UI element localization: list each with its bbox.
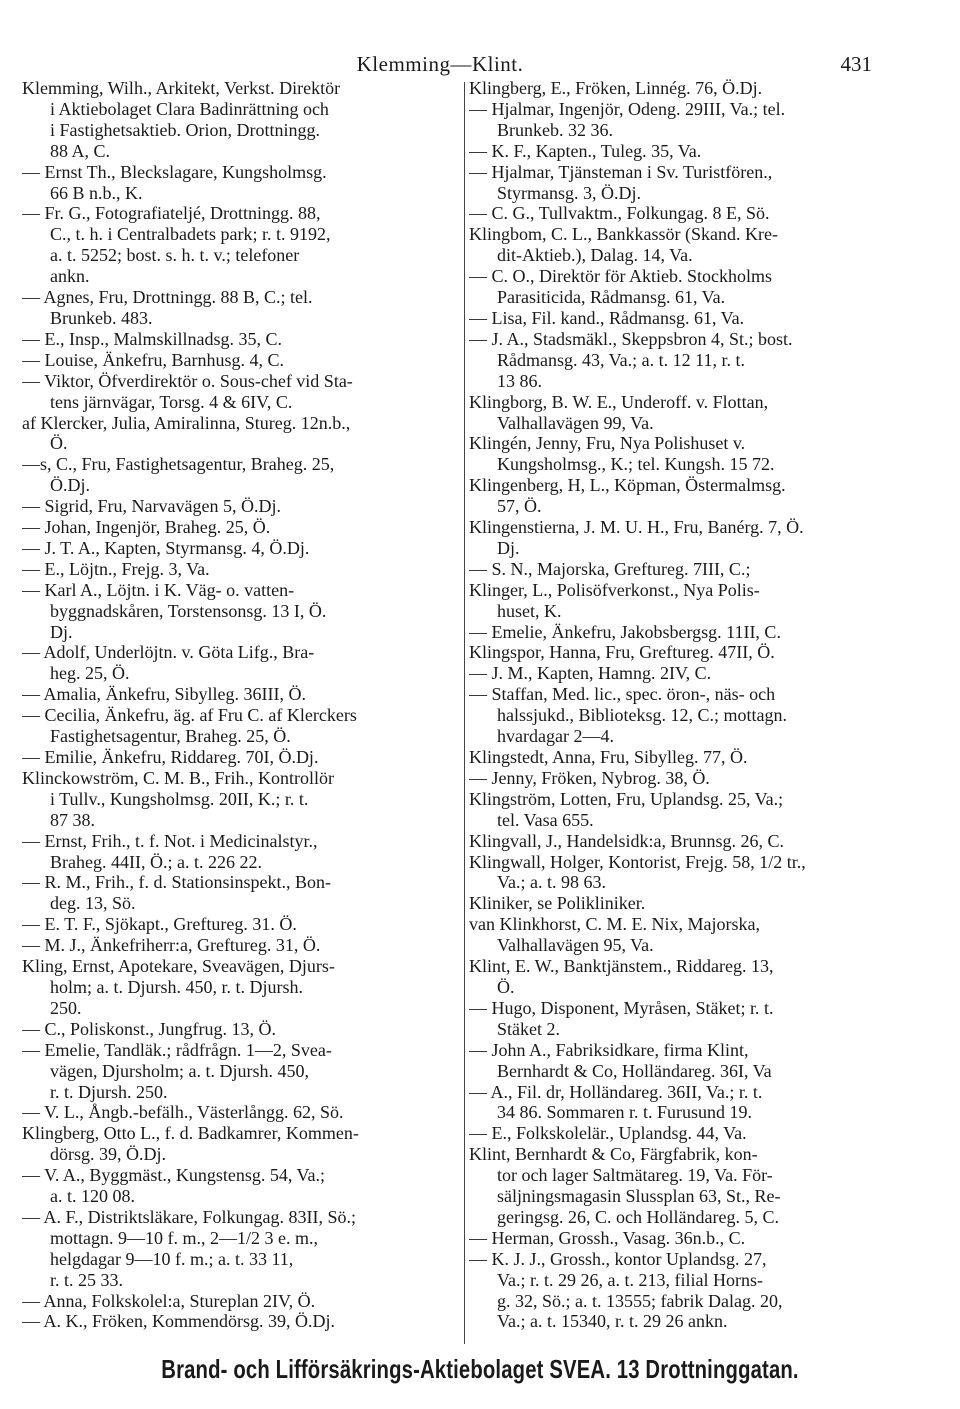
- directory-line: säljningsmagasin Slussplan 63, St., Re-: [497, 1186, 781, 1207]
- directory-line: — Cecilia, Änkefru, äg. af Fru C. af Klerckers: [22, 705, 357, 726]
- directory-line: 57, Ö.: [497, 496, 542, 517]
- directory-line: Klingén, Jenny, Fru, Nya Polishuset v.: [469, 433, 746, 454]
- directory-line: 13 86.: [497, 370, 542, 391]
- directory-line: g. 32, Sö.; a. t. 13555; fabrik Dalag. 20,: [497, 1290, 783, 1311]
- directory-line: Parasiticida, Rådmansg. 61, Va.: [497, 287, 726, 308]
- directory-line: — Staffan, Med. lic., spec. öron-, näs- och: [469, 684, 776, 705]
- directory-line: geringsg. 26, C. och Holländareg. 5, C.: [497, 1206, 779, 1227]
- directory-line: Braheg. 44II, Ö.; a. t. 226 22.: [50, 851, 262, 872]
- directory-line: Klinger, L., Polisöfverkonst., Nya Polis-: [469, 579, 760, 600]
- directory-line: Klemming, Wilh., Arkitekt, Verkst. Direktör: [22, 78, 341, 98]
- directory-line: Rådmansg. 43, Va.; a. t. 12 11, r. t.: [497, 349, 745, 370]
- directory-line: — Emelie, Änkefru, Jakobsbergsg. 11II, C.: [469, 621, 781, 642]
- directory-line: — A., Fil. dr, Holländareg. 36II, Va.; r. t.: [469, 1081, 763, 1102]
- directory-line: 66 B n.b., K.: [50, 182, 143, 203]
- directory-line: Klingspor, Hanna, Fru, Greftureg. 47II, Ö.: [469, 642, 775, 663]
- directory-line: — Ernst, Frih., t. f. Not. i Medicinalstyr.,: [22, 830, 318, 851]
- directory-line: — Hjalmar, Tjänsteman i Sv. Turistfören.,: [469, 161, 773, 182]
- directory-line: — Emilie, Änkefru, Riddareg. 70I, Ö.Dj.: [22, 747, 319, 767]
- directory-line: Kling, Ernst, Apotekare, Sveavägen, Djurs-: [22, 956, 335, 977]
- directory-line: Klingbom, C. L., Bankkassör (Skand. Kre-: [469, 224, 778, 245]
- advertisement-footer: Brand- och Lifförsäkrings-Aktiebolaget SVEA. 13 Drottninggatan.: [161, 1354, 799, 1384]
- directory-line: i Tullv., Kungsholmsg. 20II, K.; r. t.: [50, 788, 309, 809]
- directory-line: a. t. 120 08.: [50, 1186, 135, 1207]
- directory-line: — J. M., Kapten, Hamng. 2IV, C.: [469, 663, 712, 684]
- directory-line: — Karl A., Löjtn. i K. Väg- o. vatten-: [22, 579, 295, 600]
- directory-line: Klingborg, B. W. E., Underoff. v. Flottan,: [469, 391, 769, 412]
- directory-line: Klinckowström, C. M. B., Frih., Kontrollör: [22, 767, 335, 788]
- directory-line: — Hjalmar, Ingenjör, Odeng. 29III, Va.; tel.: [469, 98, 786, 119]
- directory-line: — A. F., Distriktsläkare, Folkungag. 83II, Sö.;: [22, 1206, 357, 1227]
- directory-line: —s, C., Fru, Fastighetsagentur, Braheg. 25,: [22, 454, 335, 475]
- directory-line: — V. L., Ångb.-befälh., Västerlångg. 62, Sö.: [22, 1102, 344, 1123]
- directory-line: 34 86. Sommaren r. t. Furusund 19.: [497, 1102, 752, 1123]
- directory-line: — Emelie, Tandläk.; rådfrågn. 1—2, Svea-: [22, 1039, 332, 1060]
- directory-line: Ö.: [497, 976, 515, 997]
- directory-line: van Klinkhorst, C. M. E. Nix, Majorska,: [469, 914, 760, 935]
- directory-line: — Jenny, Fröken, Nybrog. 38, Ö.: [469, 767, 710, 788]
- page-number: 431: [840, 52, 872, 76]
- directory-line: — Lisa, Fil. kand., Rådmansg. 61, Va.: [469, 307, 745, 328]
- directory-line: — E., Folkskolelär., Uplandsg. 44, Va.: [469, 1123, 747, 1144]
- directory-line: deg. 13, Sö.: [50, 893, 136, 914]
- directory-line: Kungsholmsg., K.; tel. Kungsh. 15 72.: [497, 454, 775, 475]
- directory-line: r. t. 25 33.: [50, 1269, 124, 1290]
- directory-line: dit-Aktieb.), Dalag. 14, Va.: [497, 245, 693, 266]
- directory-line: i Fastighetsaktieb. Orion, Drottningg.: [50, 119, 320, 140]
- directory-line: 88 A, C.: [50, 140, 111, 161]
- directory-line: — V. A., Byggmäst., Kungstensg. 54, Va.;: [22, 1165, 326, 1186]
- directory-line: — Hugo, Disponent, Myråsen, Stäket; r. t.: [469, 997, 774, 1018]
- directory-line: Klint, Bernhardt & Co, Färgfabrik, kon-: [469, 1144, 758, 1165]
- directory-line: — Amalia, Änkefru, Sibylleg. 36III, Ö.: [22, 684, 306, 705]
- directory-line: Dj.: [497, 537, 520, 558]
- directory-line: — J. A., Stadsmäkl., Skeppsbron 4, St.; bost.: [469, 328, 793, 349]
- directory-line: 250.: [50, 997, 82, 1018]
- directory-line: Dj.: [50, 621, 73, 642]
- directory-line: holm; a. t. Djursh. 450, r. t. Djursh.: [50, 976, 303, 997]
- directory-line: — Viktor, Öfverdirektör o. Sous-chef vid Sta-: [22, 370, 353, 391]
- directory-line: Styrmansg. 3, Ö.Dj.: [497, 182, 641, 203]
- directory-line: Va.; r. t. 29 26, a. t. 213, filial Horns-: [497, 1269, 763, 1290]
- directory-line: — C., Poliskonst., Jungfrug. 13, Ö.: [22, 1018, 277, 1039]
- directory-line: huset, K.: [497, 600, 562, 621]
- directory-line: — John A., Fabriksidkare, firma Klint,: [469, 1039, 749, 1060]
- directory-line: Valhallavägen 99, Va.: [497, 412, 654, 433]
- directory-line: Fastighetsagentur, Braheg. 25, Ö.: [50, 726, 291, 747]
- directory-line: Stäket 2.: [497, 1018, 560, 1039]
- directory-line: — E., Insp., Malmskillnadsg. 35, C.: [22, 328, 282, 349]
- directory-line: — A. K., Fröken, Kommendörsg. 39, Ö.Dj.: [22, 1311, 335, 1332]
- directory-line: Klint, E. W., Banktjänstem., Riddareg. 13,: [469, 956, 774, 977]
- directory-line: dörsg. 39, Ö.Dj.: [50, 1144, 166, 1165]
- directory-line: — C. O., Direktör för Aktieb. Stockholms: [469, 266, 772, 287]
- directory-line: — E., Löjtn., Frejg. 3, Va.: [22, 558, 210, 579]
- directory-line: Klingberg, E., Fröken, Linnég. 76, Ö.Dj.: [469, 78, 763, 98]
- directory-line: Klingberg, Otto L., f. d. Badkamrer, Kommen-: [22, 1123, 359, 1144]
- directory-line: — K. F., Kapten., Tuleg. 35, Va.: [469, 140, 702, 161]
- directory-line: — M. J., Änkefriherr:a, Greftureg. 31, Ö.: [22, 935, 321, 956]
- right-column: [469, 78, 917, 1332]
- directory-line: Va.; a. t. 98 63.: [497, 872, 606, 893]
- directory-line: — E. T. F., Sjökapt., Greftureg. 31. Ö.: [22, 914, 297, 935]
- directory-line: Valhallavägen 95, Va.: [497, 935, 654, 956]
- directory-line: Va.; a. t. 15340, r. t. 29 26 ankn.: [497, 1311, 728, 1332]
- directory-line: Bernhardt & Co, Holländareg. 36I, Va: [497, 1060, 772, 1081]
- directory-line: — Agnes, Fru, Drottningg. 88 B, C.; tel.: [22, 287, 313, 308]
- directory-line: — R. M., Frih., f. d. Stationsinspekt., Bon-: [22, 872, 332, 893]
- directory-line: byggnadskåren, Torstensonsg. 13 I, Ö.: [50, 600, 327, 621]
- left-column: [22, 78, 462, 1332]
- directory-line: r. t. Djursh. 250.: [50, 1081, 168, 1102]
- directory-line: — Fr. G., Fotografiatelјé, Drottningg. 88,: [22, 203, 321, 224]
- directory-line: — K. J. J., Grossh., kontor Uplandsg. 27,: [469, 1248, 767, 1269]
- directory-line: — Herman, Grossh., Vasag. 36n.b., C.: [469, 1227, 746, 1248]
- directory-line: Klingvall, J., Handelsidk:a, Brunnsg. 26, C.: [469, 830, 784, 851]
- directory-line: af Klercker, Julia, Amiralinna, Stureg. 12n.b.,: [22, 412, 351, 433]
- directory-line: Klingström, Lotten, Fru, Uplandsg. 25, Va.;: [469, 788, 784, 809]
- directory-line: halssjukd., Biblioteksg. 12, C.; mottagn.: [497, 705, 788, 726]
- directory-line: Klingenstierna, J. M. U. H., Fru, Banérg. 7, Ö.: [469, 517, 804, 538]
- directory-line: tor och lager Saltmätareg. 19, Va. För-: [497, 1165, 773, 1186]
- directory-line: Klingstedt, Anna, Fru, Sibylleg. 77, Ö.: [469, 747, 748, 767]
- directory-line: — Johan, Ingenjör, Braheg. 25, Ö.: [22, 517, 271, 538]
- directory-line: — Louise, Änkefru, Barnhusg. 4, C.: [22, 349, 284, 370]
- directory-line: vägen, Djursholm; a. t. Djursh. 450,: [50, 1060, 309, 1081]
- directory-line: — S. N., Majorska, Greftureg. 7III, C.;: [469, 558, 751, 579]
- directory-line: — Adolf, Underlöjtn. v. Göta Lifg., Bra-: [22, 642, 315, 663]
- directory-line: — Anna, Folkskolel:a, Stureplan 2IV, Ö.: [22, 1290, 316, 1311]
- directory-line: Brunkeb. 32 36.: [497, 119, 613, 140]
- directory-line: — Ernst Th., Bleckslagare, Kungsholmsg.: [22, 161, 327, 182]
- directory-line: mottagn. 9—10 f. m., 2—1/2 3 e. m.,: [50, 1227, 318, 1248]
- directory-line: 87 38.: [50, 809, 95, 830]
- column-divider: [464, 82, 465, 1344]
- directory-line: Klingenberg, H, L., Köpman, Östermalmsg.: [469, 475, 786, 496]
- directory-line: helgdagar 9—10 f. m.; a. t. 33 11,: [50, 1248, 294, 1269]
- directory-line: — J. T. A., Kapten, Styrmansg. 4, Ö.Dj.: [22, 537, 310, 558]
- running-title: Klemming—Klint.: [356, 52, 524, 76]
- directory-line: Kliniker, se Polikliniker.: [469, 893, 646, 914]
- directory-line: Brunkeb. 483.: [50, 307, 153, 328]
- directory-line: — C. G., Tullvaktm., Folkungag. 8 E, Sö.: [469, 203, 770, 224]
- directory-line: tens järnvägar, Torsg. 4 & 6IV, C.: [50, 391, 293, 412]
- directory-line: Ö.Dj.: [50, 475, 90, 496]
- directory-line: tel. Vasa 655.: [497, 809, 594, 830]
- directory-line: — Sigrid, Fru, Narvavägen 5, Ö.Dj.: [22, 496, 281, 517]
- directory-line: hvardagar 2—4.: [497, 726, 614, 747]
- directory-line: heg. 25, Ö.: [50, 663, 130, 684]
- directory-line: C., t. h. i Centralbadets park; r. t. 9192,: [50, 224, 331, 245]
- directory-line: a. t. 5252; bost. s. h. t. v.; telefoner: [50, 245, 300, 266]
- directory-line: i Aktiebolaget Clara Badinrättning och: [50, 98, 329, 119]
- directory-line: ankn.: [50, 266, 90, 287]
- directory-line: Ö.: [50, 433, 68, 454]
- directory-line: Klingwall, Holger, Kontorist, Frejg. 58, 1/2 tr.,: [469, 851, 806, 872]
